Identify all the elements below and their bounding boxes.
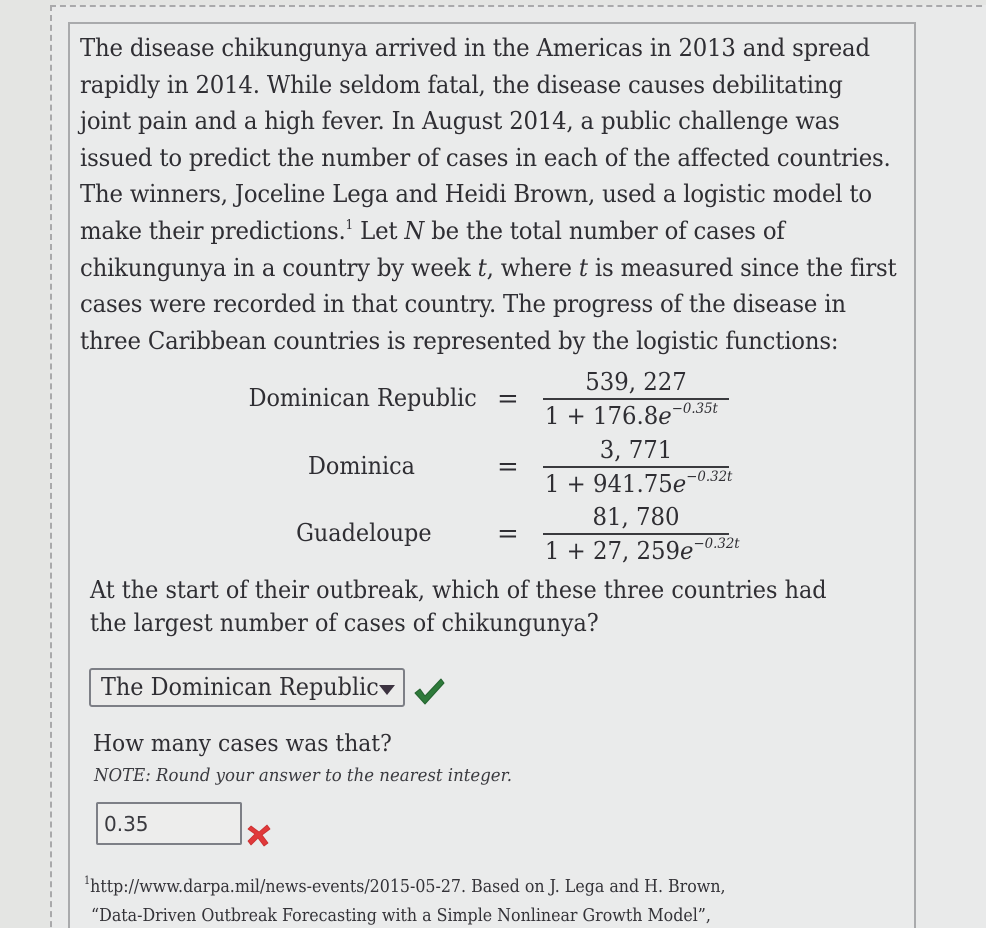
- equation-dominica: [0, 436, 986, 500]
- denominator: $1 + 176.8e^{-0.35t}$: [544, 401, 718, 430]
- fraction-bar: [543, 533, 729, 535]
- country-answer-dropdown[interactable]: [89, 668, 405, 707]
- footnote-line: $^1$http://www.darpa.mil/news-events/2015-05-27. Based on J. Lega and H. Brown,: [84, 874, 726, 897]
- denominator: $1 + 941.75e^{-0.32t}$: [544, 469, 733, 498]
- intro-line: three Caribbean countries is represented by the logistic functions:: [80, 325, 839, 355]
- checkmark-icon: [412, 676, 446, 706]
- incorrect-x-icon: [246, 822, 272, 848]
- variable-t: t: [578, 252, 588, 282]
- problem-statement: [80, 30, 897, 359]
- footnote-line: “Data-Driven Outbreak Forecasting with a Simple Nonlinear Growth Model”,: [91, 905, 711, 926]
- equation-label: Dominican Republic: [248, 384, 477, 412]
- intro-line: rapidly in 2014. While seldom fatal, the disease causes debilitating: [80, 69, 843, 99]
- denominator: 1 + 27, $259e^{-0.32t}$: [544, 536, 740, 565]
- question-1-text: [90, 574, 827, 640]
- fraction: [543, 436, 733, 498]
- numerator: 3, 771: [599, 436, 673, 464]
- intro-line: cases were recorded in that country. The progress of the disease in: [80, 289, 846, 319]
- equals-sign: =: [497, 452, 519, 482]
- rounding-note: NOTE: Round your answer to the nearest integer.: [94, 765, 512, 786]
- intro-line: chikungunya in a country by week t, where t is measured since the first: [80, 252, 897, 282]
- dropdown-selected-value: The Dominican Republic: [101, 673, 379, 701]
- intro-line: The winners, Joceline Lega and Heidi Brown, used a logistic model to: [80, 179, 872, 209]
- question-line: At the start of their outbreak, which of these three countries had: [90, 576, 827, 604]
- exponent: −0.32t: [693, 536, 740, 552]
- fraction: [543, 368, 729, 430]
- fraction-bar: [543, 398, 729, 400]
- exponent: −0.32t: [686, 469, 733, 485]
- intro-line: joint pain and a high fever. In August 2014, a public challenge was: [80, 106, 840, 136]
- footnote-link[interactable]: http://www.darpa.mil/news-events/2015-05-27. Based on J. Lega and H. Brown,: [90, 876, 726, 897]
- equation-guadeloupe: [0, 503, 986, 567]
- equals-sign: =: [497, 519, 519, 549]
- fraction: [543, 503, 740, 565]
- question-line: the largest number of cases of chikungunya?: [90, 609, 599, 637]
- fraction-bar: [543, 466, 729, 468]
- caret-down-icon[interactable]: [379, 685, 395, 695]
- exponent: −0.35t: [671, 401, 718, 417]
- intro-line: issued to predict the number of cases in each of the affected countries.: [80, 142, 891, 172]
- intro-line: The disease chikungunya arrived in the Americas in 2013 and spread: [80, 33, 870, 62]
- cases-answer-input[interactable]: [96, 802, 242, 845]
- equation-label: Guadeloupe: [296, 519, 432, 547]
- footnote-reference[interactable]: 1: [345, 217, 354, 233]
- variable-n: N: [404, 215, 425, 245]
- intro-line: make their predictions.$^1$ Let N be the total number of cases of: [80, 215, 785, 245]
- equation-label: Dominica: [308, 452, 415, 480]
- equals-sign: =: [497, 384, 519, 414]
- equation-dominican-republic: [0, 368, 986, 432]
- footnote: [84, 872, 726, 928]
- numerator: 81, 780: [592, 503, 680, 531]
- variable-t: t: [477, 252, 487, 282]
- numerator: 539, 227: [585, 368, 687, 396]
- question-2-prompt: How many cases was that?: [93, 731, 392, 757]
